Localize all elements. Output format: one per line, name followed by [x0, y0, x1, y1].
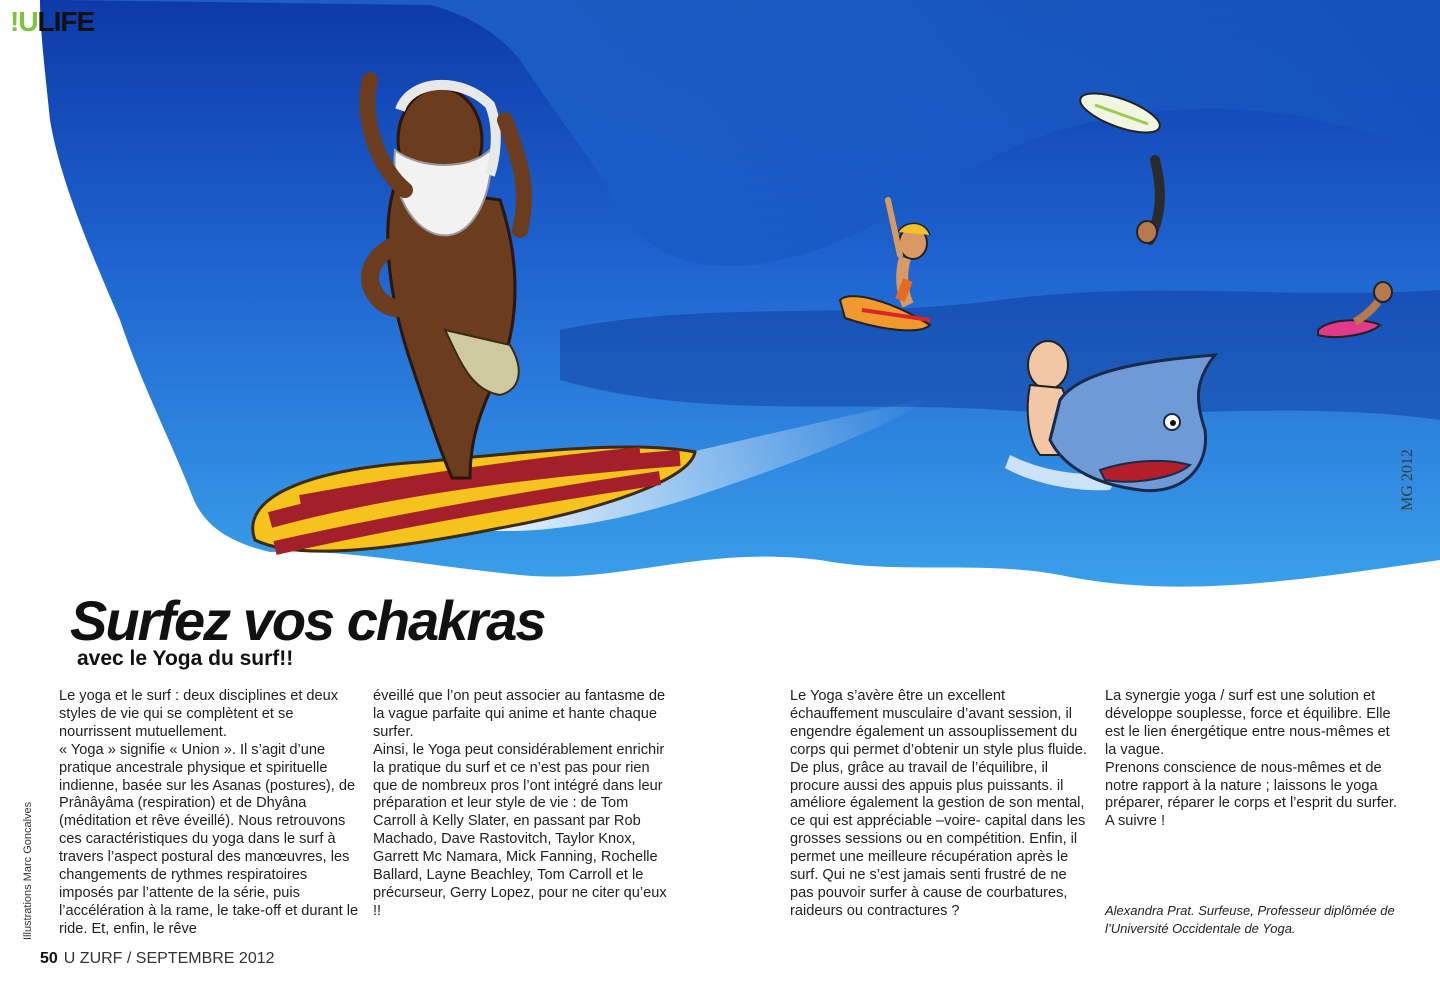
author-signature: Alexandra Prat. Surfeuse, Professeur diplômée de l’Université Occidentale de Yoga.	[1105, 903, 1395, 936]
section-logo-label: LIFE	[37, 6, 95, 37]
article-column-1	[59, 688, 359, 939]
page-number: 50	[40, 950, 58, 967]
column-text: La synergie yoga / surf est une solution et développe souplesse, force et équilibre. Elle est le lien énergétique entre nous-mêmes et la vague. Prenons conscience de nous-mêmes et de notre rapport à la nature ; laissons le yoga préparer, réparer le corps et l’esprit du surfer. A suivre !	[1105, 688, 1398, 830]
page-footer	[40, 950, 275, 968]
artist-signature-mark: MG 2012	[1399, 449, 1416, 511]
publication-info: U ZURF / SEPTEMBRE 2012	[63, 950, 275, 967]
article-title: Surfez vos chakras	[70, 589, 545, 652]
column-text: Le yoga et le surf : deux disciplines et deux styles de vie qui se complètent et se nourrissent mutuellement. « Yoga » signifie « Union ». Il s’agit d’une pratique ancestrale physique et spirituelle indienne, basée sur les Asanas (postures), de Prânâyâma (respiration) et de Dhyâna (méditation et rêve éveillé). Nous retrouvons ces caractéristiques du yoga dans le surf à travers l’aspect postural des manœuvres, les changements de rythmes respiratoires imposés par l’attente de la série, puis l’accélération à la rame, le take-off et durant le ride. Et, enfin, le rêve	[59, 688, 359, 937]
column-text: éveillé que l’on peut associer au fantasme de la vague parfaite qui anime et hante chaque surfer. Ainsi, le Yoga peut considérablement enrichir la pratique du surf et ce n’est pas pour rien que de nombreux pros l’ont intégré dans leur préparation et leur style de vie : de Tom Carroll à Kelly Slater, en passant par Rob Machado, Dave Rastovitch, Taylor Knox, Garrett Mc Namara, Mick Fanning, Rochelle Ballard, Layne Beachley, Tom Carroll et le précurseur, Gerry Lopez, pour ne citer qu’eux !!	[373, 688, 667, 919]
article-column-2	[373, 688, 673, 921]
article-subtitle: avec le Yoga du surf!!	[77, 647, 294, 670]
article-column-4	[1105, 688, 1405, 831]
article-column-3	[790, 688, 1090, 921]
column-text: Le Yoga s’avère être un excellent échauffement musculaire d’avant session, il engendre également un assouplissement du corps qui permet d’obtenir un style plus fluide. De plus, grâce au travail de l’équilibre, il procure aussi des appuis plus puissants. il améliore également la gestion de son mental, ce qui est appréciable –voire- capital dans les grosses sessions ou en compétition. Enfin, il permet une meilleure récupération après le surf. Qui ne s’est jamais senti frustré de ne pas pouvoir surfer à cause de courbatures, raideurs ou contractures ?	[790, 688, 1087, 919]
section-logo	[10, 8, 94, 36]
illustration-credit: Illustrations Marc Goncalves	[22, 801, 34, 940]
section-logo-prefix: !U	[10, 6, 38, 37]
